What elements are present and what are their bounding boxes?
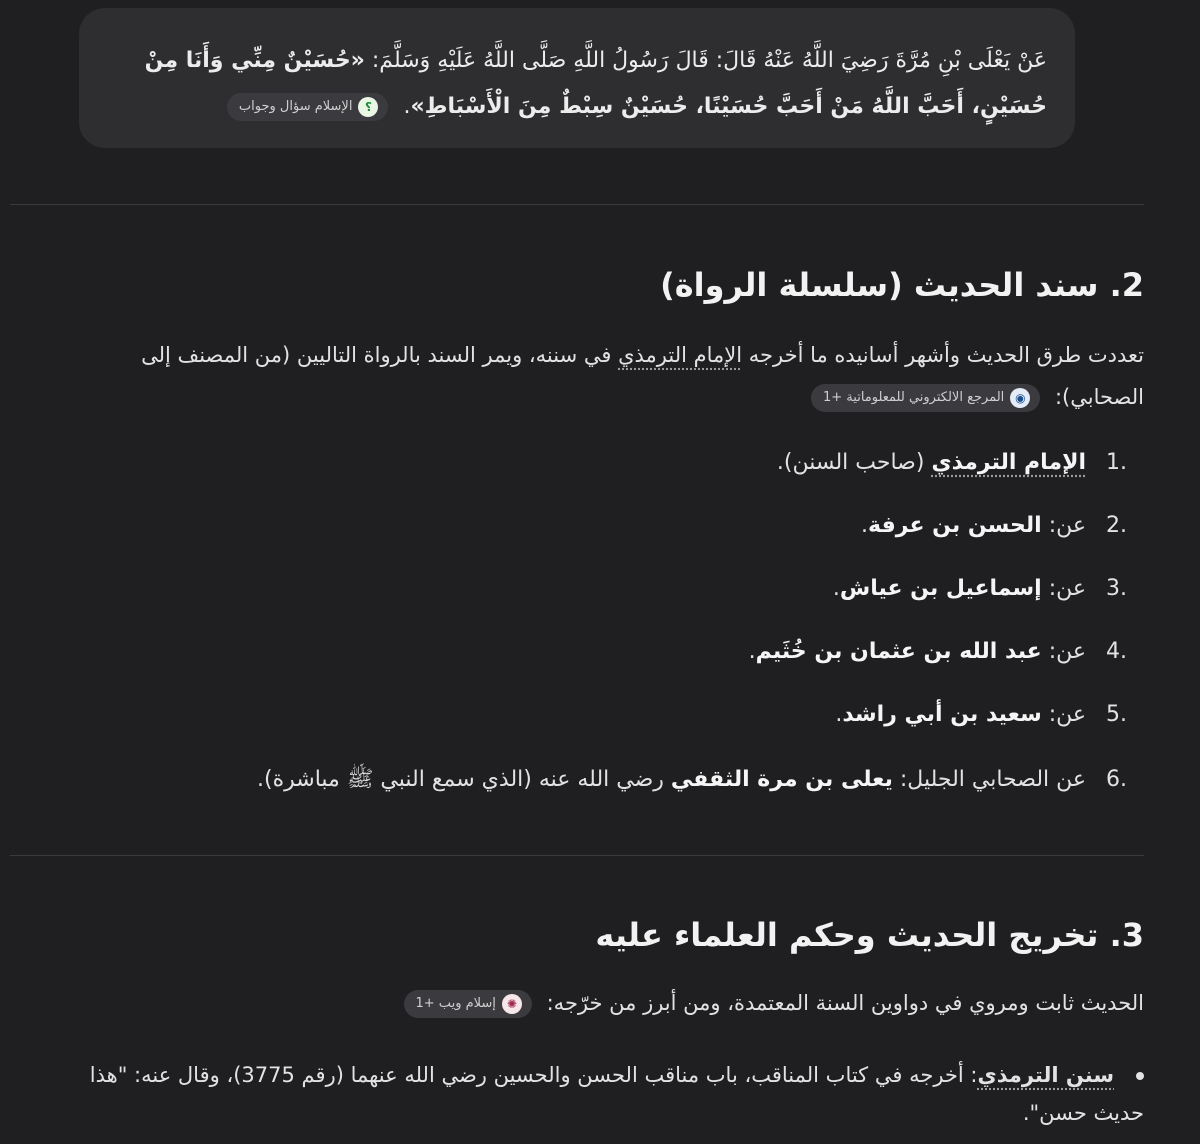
section-2-heading: 2. سند الحديث (سلسلة الرواة) xyxy=(660,266,1144,304)
intro-text-2: في سننه، ويمر السند بالرواة التاليين (من المصنف إلى الصحابي): xyxy=(141,343,1144,409)
hadith-quote: «حُسَيْنٌ مِنِّي وَأَنَا مِنْ حُسَيْنٍ، أَحَبَّ اللَّهُ مَنْ أَحَبَّ حُسَيْنًا، حُسَيْنٌ سِبْطٌ مِنَ الْأَسْبَاطِ» xyxy=(144,48,1047,119)
tirmidhi-link[interactable]: الإمام الترمذي xyxy=(618,343,743,367)
list-number: 1. xyxy=(1106,450,1127,475)
narrator-name: سعيد بن أبي راشد xyxy=(842,702,1042,727)
list-item xyxy=(54,1056,1144,1132)
intro-text: الحديث ثابت ومروي في دواوين السنة المعتمدة، ومن أبرز من خرّجه: xyxy=(546,991,1144,1015)
list-suffix: (صاحب السنن). xyxy=(776,450,932,475)
list-prefix: عن الصحابي الجليل: xyxy=(892,767,1086,792)
section-divider xyxy=(10,855,1144,856)
hadith-text xyxy=(107,38,1047,130)
islamqa-icon: ؟ xyxy=(358,97,378,117)
list-number: 3. xyxy=(1106,576,1127,601)
list-suffix: . xyxy=(748,639,756,664)
section-3-heading: 3. تخريج الحديث وحكم العلماء عليه xyxy=(595,916,1144,954)
list-suffix: . xyxy=(835,702,843,727)
list-number: 5. xyxy=(1106,702,1127,727)
narrator-name: يعلى بن مرة الثقفي xyxy=(670,767,893,792)
list-item xyxy=(861,513,1144,538)
list-item xyxy=(777,450,1144,475)
list-number: 2. xyxy=(1106,513,1127,538)
sunan-tirmidhi-link[interactable]: سنن الترمذي xyxy=(977,1063,1114,1087)
section-2-intro xyxy=(54,334,1144,418)
list-prefix: عن: xyxy=(1041,702,1086,727)
list-number: 6. xyxy=(1106,767,1127,792)
source-chip-label: المرجع الالكتروني للمعلوماتية +1 xyxy=(823,390,1005,405)
source-chip-label: الإسلام سؤال وجواب xyxy=(238,99,353,114)
narrator-name: إسماعيل بن عياش xyxy=(839,576,1042,601)
hadith-end: . xyxy=(403,94,411,119)
bullet-text: : أخرجه في كتاب المناقب، باب مناقب الحسن والحسين رضي الله عنهما (رقم 3775)، وقال عنه: xyxy=(127,1063,978,1087)
section-3-intro xyxy=(404,982,1145,1024)
bullet-quote: "هذا حديث حسن". xyxy=(89,1063,1144,1125)
hadith-intro: عَنْ يَعْلَى بْنِ مُرَّةَ رَضِيَ اللَّهُ عَنْهُ قَالَ: قَالَ رَسُولُ اللَّهِ صَلَّى اللَّهُ عَلَيْهِ وَسَلَّمَ: xyxy=(364,48,1047,73)
islamweb-icon: ✺ xyxy=(502,994,522,1014)
bullet-dot xyxy=(1136,1072,1144,1080)
list-prefix: عن: xyxy=(1041,576,1086,601)
list-item xyxy=(257,765,1144,797)
narrator-name: الحسن بن عرفة xyxy=(868,513,1042,538)
narrator-name: عبد الله بن عثمان بن خُثَيم xyxy=(755,639,1042,664)
source-chip-label: إسلام ويب +1 xyxy=(415,996,496,1011)
narrator-name[interactable]: الإمام الترمذي xyxy=(931,450,1086,475)
list-prefix: عن: xyxy=(1041,513,1086,538)
source-chip-reference[interactable] xyxy=(811,384,1040,412)
source-chip-islamqa[interactable] xyxy=(227,93,389,121)
intro-text: تعددت طرق الحديث وأشهر أسانيده ما أخرجه xyxy=(742,343,1144,367)
hadith-quote-card xyxy=(79,8,1075,148)
list-suffix: . xyxy=(832,576,840,601)
list-prefix: عن: xyxy=(1041,639,1086,664)
section-divider xyxy=(10,204,1144,205)
list-suffix: رضي الله عنه (الذي سمع النبي ﷺ مباشرة). xyxy=(257,767,671,792)
list-suffix: . xyxy=(861,513,869,538)
list-item xyxy=(749,639,1144,664)
source-chip-islamweb[interactable] xyxy=(404,990,532,1018)
list-item xyxy=(833,576,1144,601)
reference-icon: ◉ xyxy=(1010,388,1030,408)
list-item xyxy=(835,702,1144,727)
list-number: 4. xyxy=(1106,639,1127,664)
